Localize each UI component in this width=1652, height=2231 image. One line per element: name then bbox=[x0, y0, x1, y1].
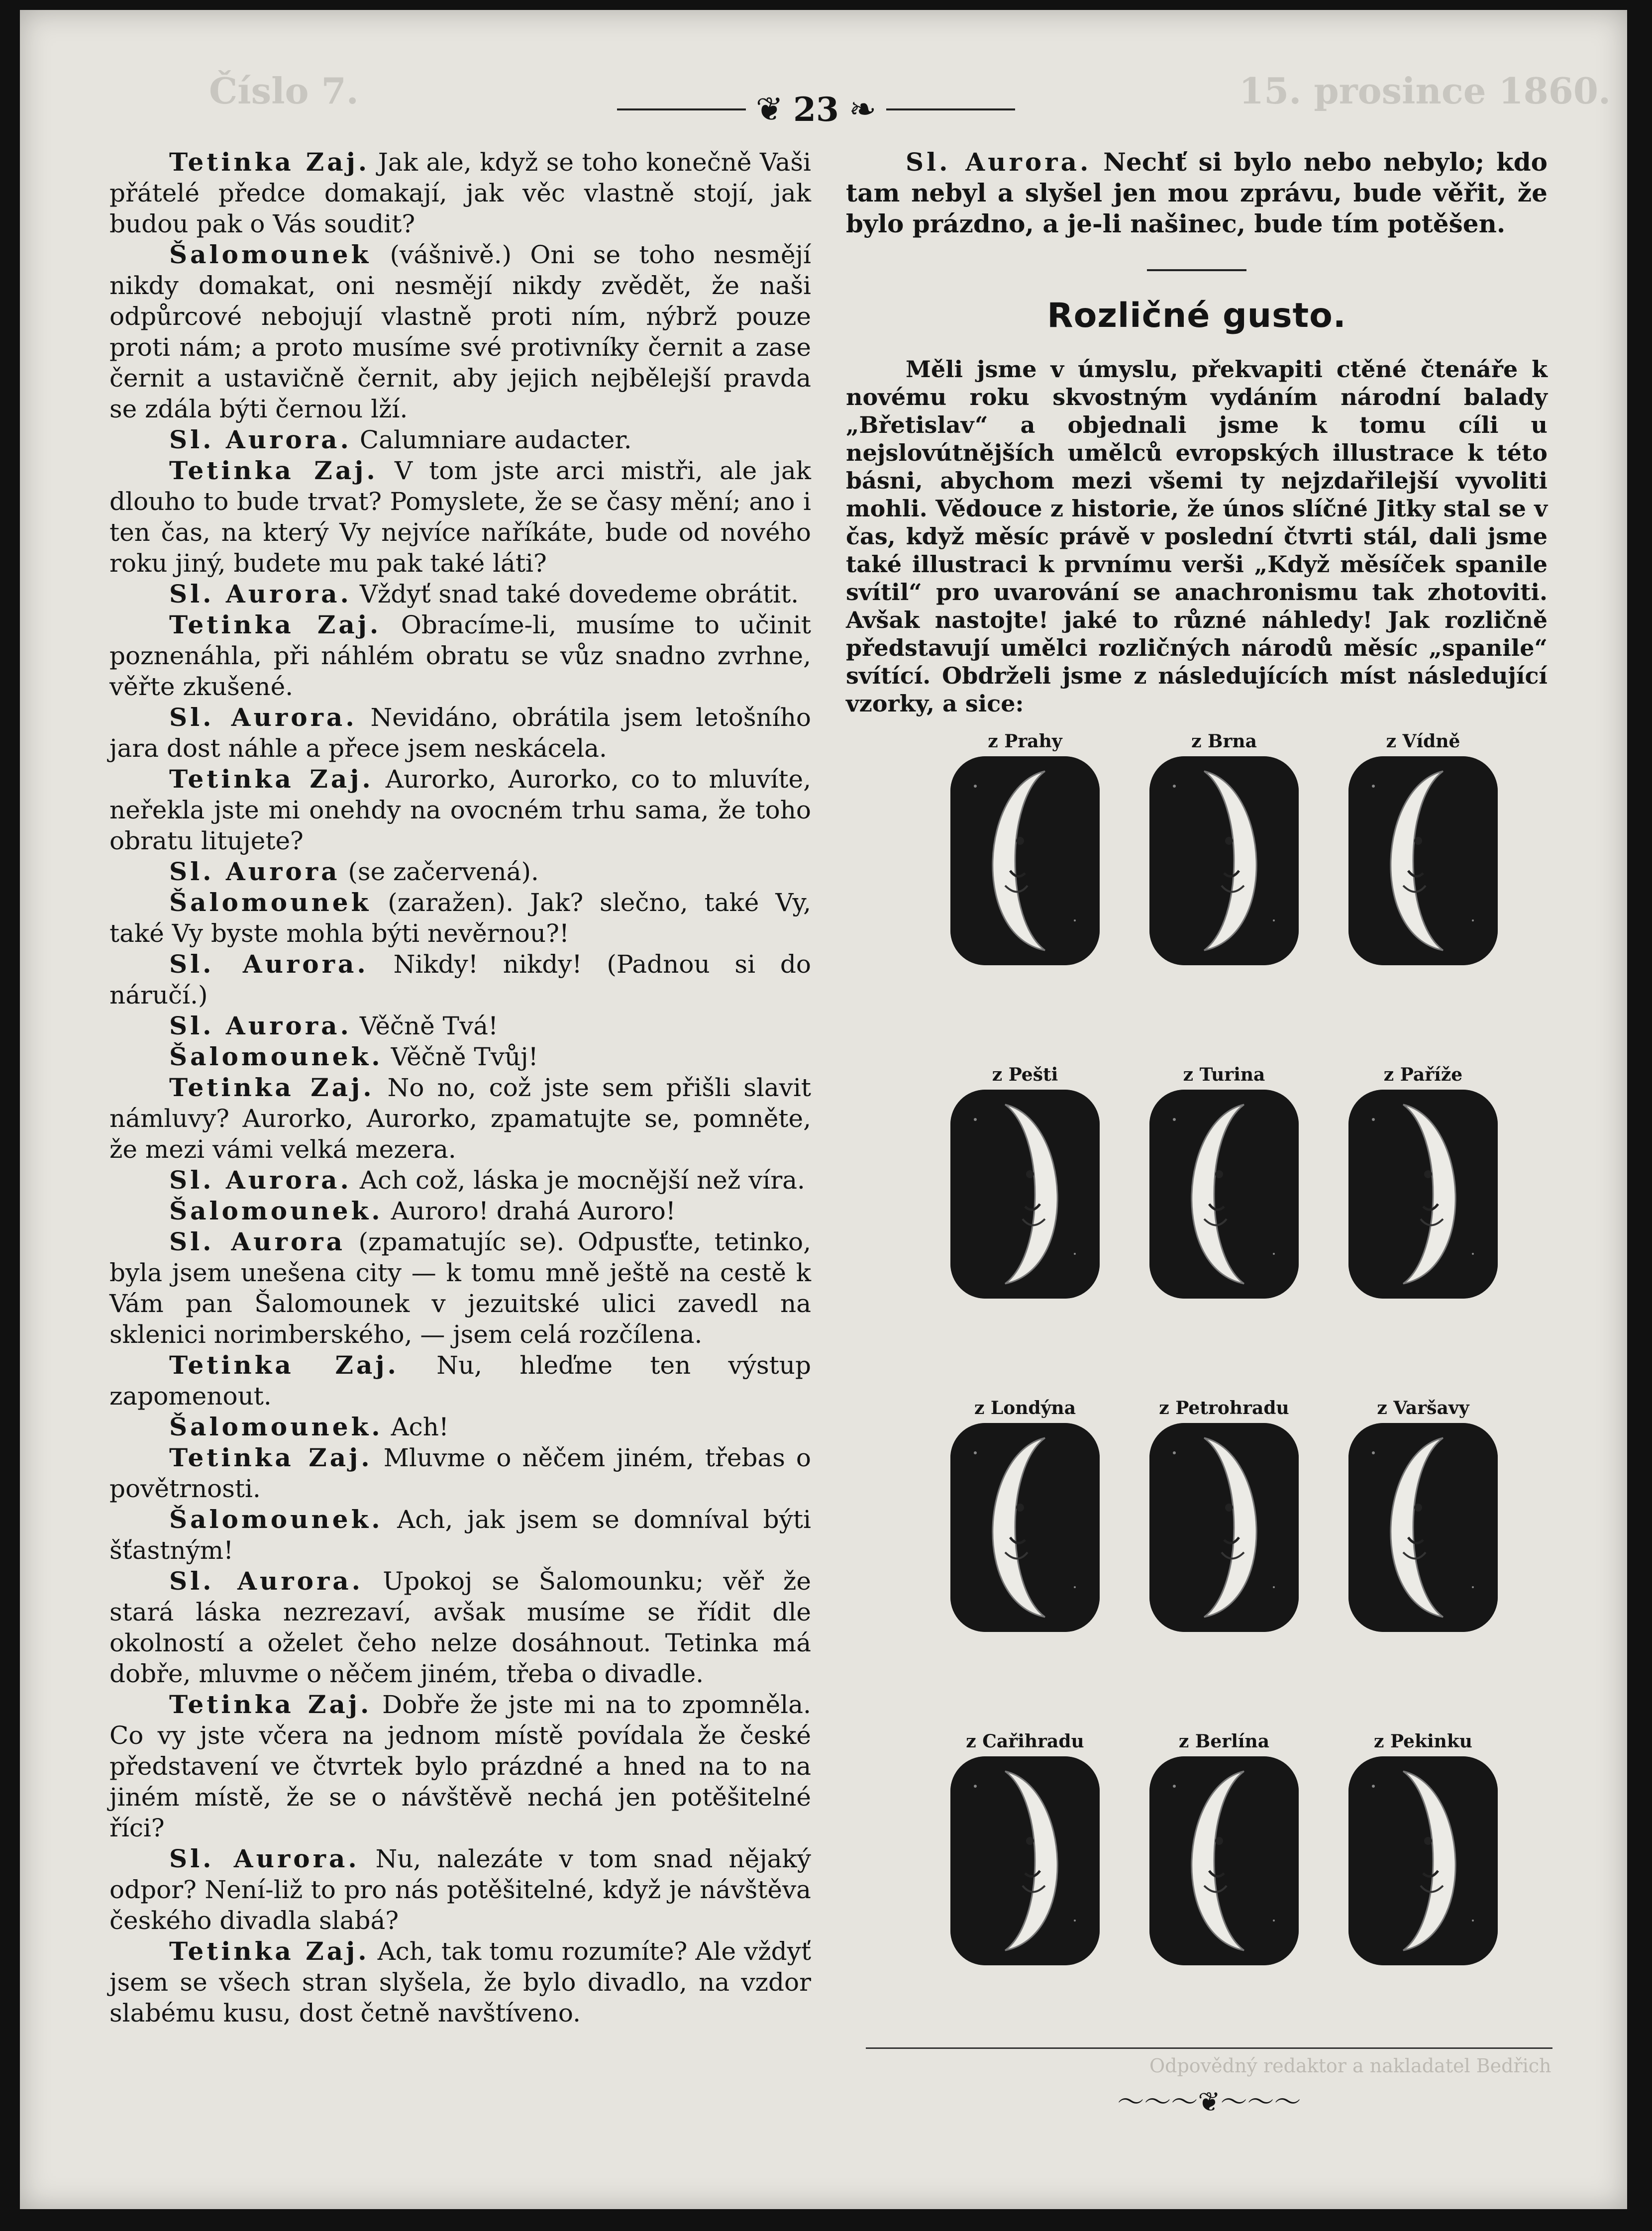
bottom-rule bbox=[866, 2047, 1552, 2049]
line-text: Nikdy! nikdy! (Padnou si do náručí.) bbox=[109, 950, 811, 1010]
speaker-name: Tetinka Zaj. bbox=[169, 1690, 372, 1719]
speaker-name: Tetinka Zaj. bbox=[169, 610, 382, 639]
end-ornament-icon: 〜〜〜❦〜〜〜 bbox=[1117, 2086, 1301, 2118]
line-text: Nu, nalezáte v tom snad nějaký odpor? Není-liž to pro nás potěšitelné, když je návštěva českého divadla slabá? bbox=[109, 1844, 811, 1935]
crescent-moon-face-illustration bbox=[950, 1090, 1100, 1299]
line-text: V tom jste arci mistři, ale jak dlouho to bude trvat? Pomyslete, že se časy mění; ano i ten čas, na který Vy nejvíce naříkáte, bude od nového roku jiný, budete mu pak také láti? bbox=[109, 456, 811, 578]
bleedthrough-header-left: Číslo 7. bbox=[209, 70, 359, 112]
moon-caption: z Cařihradu bbox=[966, 1731, 1084, 1752]
dialogue-line bbox=[109, 1504, 811, 1566]
moon-cell bbox=[1334, 1726, 1513, 1965]
speaker-name: Sl. Aurora. bbox=[169, 949, 369, 979]
moon-caption: z Londýna bbox=[974, 1398, 1076, 1419]
moon-caption: z Petrohradu bbox=[1159, 1398, 1289, 1419]
dialogue-line bbox=[109, 609, 811, 702]
line-text: Věčně Tvá! bbox=[359, 1012, 499, 1040]
page-number: 23 bbox=[793, 90, 839, 129]
line-text: Nevidáno, obrátila jsem letošního jara dost náhle a přece jsem neskácela. bbox=[109, 703, 811, 763]
moon-row bbox=[935, 1393, 1513, 1632]
header-rule-left bbox=[617, 108, 746, 110]
dialogue-line bbox=[109, 702, 811, 764]
speaker-name: Sl. Aurora bbox=[169, 857, 340, 886]
line-text: Auroro! drahá Auroro! bbox=[391, 1197, 676, 1225]
dialogue-line bbox=[109, 1226, 811, 1350]
moon-cell bbox=[935, 726, 1115, 965]
section-intro bbox=[846, 355, 1548, 717]
speaker-name: Sl. Aurora. bbox=[169, 425, 352, 454]
dialogue-line bbox=[109, 1041, 811, 1072]
line-text: Ach, jak jsem se domníval býti šťastným! bbox=[109, 1505, 811, 1565]
line-text: Calumniare audacter. bbox=[359, 425, 632, 454]
right-column bbox=[846, 147, 1548, 717]
moon-caption: z Prahy bbox=[988, 731, 1062, 752]
dialogue-line bbox=[846, 147, 1548, 239]
speaker-name: Šalomounek. bbox=[169, 1196, 383, 1225]
line-text: (zaražen). Jak? slečno, také Vy, také Vy byste mohla býti nevěrnou?! bbox=[109, 888, 811, 948]
speaker-name: Sl. Aurora. bbox=[169, 1011, 352, 1040]
line-text: Nechť si bylo nebo nebylo; kdo tam nebyl a slyšel jen mou zprávu, bude věřit, že bylo prázdno, a je-li našinec, bude tím potěšen. bbox=[846, 147, 1548, 238]
newspaper-page bbox=[20, 10, 1627, 2209]
speaker-name: Šalomounek. bbox=[169, 1505, 383, 1534]
page-header bbox=[617, 80, 1015, 139]
moon-cell bbox=[1334, 1060, 1513, 1299]
dialogue-line bbox=[109, 764, 811, 856]
line-text: Jak ale, když se toho konečně Vaši přátelé předce domakají, jak věc vlastně stojí, jak budou pak o Vás soudit? bbox=[109, 148, 812, 238]
crescent-moon-face-illustration bbox=[1149, 1756, 1299, 1965]
speaker-name: Tetinka Zaj. bbox=[169, 1073, 375, 1102]
dialogue-line bbox=[109, 1442, 811, 1504]
moon-caption: z Vídně bbox=[1386, 731, 1460, 752]
moon-cell bbox=[935, 1726, 1115, 1965]
moon-row bbox=[935, 726, 1513, 965]
line-text: Věčně Tvůj! bbox=[391, 1042, 538, 1071]
line-text: Nu, hleďme ten výstup zapomenout. bbox=[109, 1351, 811, 1411]
dialogue-line bbox=[109, 424, 811, 455]
line-text: Obracíme-li, musíme to učinit poznenáhla, při náhlém obratu se vůz snadno zvrhne, věřte zkušené. bbox=[109, 610, 811, 701]
header-rule-right bbox=[886, 108, 1015, 110]
dialogue-continuation bbox=[846, 147, 1548, 239]
speaker-name: Tetinka Zaj. bbox=[169, 1443, 373, 1472]
bleedthrough-footer: Odpovědný redaktor a nakladatel Bedřich bbox=[1149, 2055, 1551, 2077]
dialogue-line bbox=[109, 1011, 811, 1041]
moon-cell bbox=[1334, 1393, 1513, 1632]
moon-caption: z Pekinku bbox=[1374, 1731, 1472, 1752]
line-text: (zpamatujíc se). Odpusťte, tetinko, byla jsem unešena city — k tomu mně ještě na cestě k Vám pan Šalomounek v jezuitské ulici zavedl na sklenici norimberského, — jsem celá rozčílena. bbox=[109, 1227, 811, 1349]
dialogue-line bbox=[109, 455, 811, 579]
line-text: Upokoj se Šalomounku; věř že stará láska nezrezaví, avšak musíme se řídit dle okolností a oželet čeho nelze dosáhnout. Tetinka má dobře, mluvme o něčem jiném, třeba o divadle. bbox=[109, 1567, 811, 1688]
line-text: No no, což jste sem přišli slavit námluvy? Aurorko, Aurorko, zpamatujte se, pomněte, že mezi vámi velká mezera. bbox=[109, 1073, 811, 1164]
moon-cell bbox=[1334, 726, 1513, 965]
moon-cell bbox=[935, 1393, 1115, 1632]
moon-cell bbox=[1135, 1393, 1314, 1632]
speaker-name: Sl. Aurora. bbox=[169, 1844, 360, 1873]
dialogue-line bbox=[109, 1843, 811, 1936]
dialogue-line bbox=[109, 239, 811, 424]
line-text: Mluvme o něčem jiném, třebas o povětrnosti. bbox=[109, 1443, 811, 1503]
crescent-moon-face-illustration bbox=[950, 1756, 1100, 1965]
speaker-name: Tetinka Zaj. bbox=[169, 1350, 399, 1380]
moon-caption: z Paříže bbox=[1383, 1064, 1463, 1085]
moon-cell bbox=[1135, 1060, 1314, 1299]
flourish-left-icon: ❦ bbox=[755, 90, 784, 128]
crescent-moon-face-illustration bbox=[1348, 1090, 1498, 1299]
dialogue-line bbox=[109, 1689, 811, 1843]
crescent-moon-face-illustration bbox=[1348, 1423, 1498, 1632]
line-text: Ach! bbox=[391, 1413, 449, 1441]
speaker-name: Šalomounek. bbox=[169, 1042, 383, 1071]
moon-row bbox=[935, 1726, 1513, 1965]
dialogue-line bbox=[109, 1165, 811, 1196]
line-text: Ach, tak tomu rozumíte? Ale vždyť jsem se všech stran slyšela, že bylo divadlo, na vzdor slabému kusu, dost četně navštíveno. bbox=[109, 1937, 811, 2028]
speaker-name: Tetinka Zaj. bbox=[169, 764, 374, 794]
dialogue-line bbox=[109, 949, 811, 1011]
crescent-moon-face-illustration bbox=[1149, 756, 1299, 965]
crescent-moon-face-illustration bbox=[1149, 1090, 1299, 1299]
dialogue-line bbox=[109, 1196, 811, 1226]
line-text: Ach což, láska je mocnější než víra. bbox=[359, 1166, 805, 1195]
dialogue-line bbox=[109, 1072, 811, 1165]
dialogue-line bbox=[109, 1350, 811, 1412]
crescent-moon-face-illustration bbox=[950, 1423, 1100, 1632]
speaker-name: Tetinka Zaj. bbox=[169, 1936, 370, 1966]
crescent-moon-face-illustration bbox=[1348, 756, 1498, 965]
speaker-name: Sl. Aurora. bbox=[169, 579, 352, 608]
moon-cell bbox=[935, 1060, 1115, 1299]
moon-cell bbox=[1135, 1726, 1314, 1965]
crescent-moon-face-illustration bbox=[1348, 1756, 1498, 1965]
dialogue-line bbox=[109, 147, 811, 239]
moon-caption: z Turina bbox=[1183, 1064, 1265, 1085]
section-divider bbox=[1147, 269, 1246, 271]
speaker-name: Sl. Aurora. bbox=[169, 1165, 352, 1195]
moon-row bbox=[935, 1060, 1513, 1299]
speaker-name: Tetinka Zaj. bbox=[169, 147, 370, 177]
bleedthrough-header-right: 15. prosince 1860. bbox=[1239, 70, 1611, 112]
dialogue-line bbox=[109, 887, 811, 949]
line-text: (se začervená). bbox=[348, 857, 539, 886]
moon-caption: z Pešti bbox=[992, 1064, 1058, 1085]
dialogue-line bbox=[109, 1936, 811, 2028]
speaker-name: Sl. Aurora bbox=[169, 1227, 346, 1256]
section-title: Rozličné gusto. bbox=[1047, 296, 1346, 335]
line-text: Dobře že jste mi na to zpomněla. Co vy jste včera na jednom místě povídala že české představení ve čtvrtek bylo prázdné a hned na to na jiném místě, že se o návštěvě nechá jen potěšitelné říci? bbox=[109, 1690, 811, 1842]
flourish-right-icon: ❧ bbox=[848, 90, 877, 128]
moon-caption: z Berlína bbox=[1178, 1731, 1270, 1752]
left-column-dialogue bbox=[109, 147, 811, 2028]
line-text: (vášnivě.) Oni se toho nesmějí nikdy domakat, oni nesmějí nikdy zvědět, že naši odpůrcové nebojují vlastně proti ním, nýbrž pouze proti nám; a proto musíme své protivníky černit a zase černit a ustavičně černit, aby jejich nejbělejší pravda se zdála býti černou lží. bbox=[109, 240, 811, 423]
moon-cell bbox=[1135, 726, 1314, 965]
speaker-name: Sl. Aurora. bbox=[169, 1566, 364, 1596]
moon-caption: z Varšavy bbox=[1377, 1398, 1469, 1419]
intro-paragraph: Měli jsme v úmyslu, překvapiti ctěné čtenáře k novému roku skvostným vydáním národní balady „Břetislav“ a objednali jsme k tomu cíli u nejslovútnějších umělců evropských illustrace k této básni, abychom mezi všemi ty nejzdařilejší vyvoliti mohli. Vědouce z historie, že únos slíčné Jitky stal se v čas, když měsíc právě v poslední čtvrti stál, dali jsme také illustraci k prvnímu verši „Když měsíček spanile svítil“ pro uvarování se anachronismu tak zhotoviti. Avšak nastojte! jaké to různé náhledy! Jak rozličně představují umělci rozličných národů měsíc „spanile“ svítící. Obdrželi jsme z následujících míst následující vzorky, a sice: bbox=[846, 356, 1548, 717]
dialogue-line bbox=[109, 579, 811, 609]
speaker-name: Sl. Aurora. bbox=[169, 703, 357, 732]
speaker-name: Šalomounek. bbox=[169, 1412, 383, 1441]
crescent-moon-face-illustration bbox=[950, 756, 1100, 965]
line-text: Vždyť snad také dovedeme obrátit. bbox=[359, 580, 799, 608]
crescent-moon-face-illustration bbox=[1149, 1423, 1299, 1632]
dialogue-line bbox=[109, 1566, 811, 1689]
dialogue-line bbox=[109, 856, 811, 887]
speaker-name: Šalomounek bbox=[169, 240, 372, 269]
speaker-name: Šalomounek bbox=[169, 888, 372, 917]
line-text: Aurorko, Aurorko, co to mluvíte, neřekla jste mi onehdy na ovocném trhu sama, že toho obratu litujete? bbox=[109, 765, 811, 855]
moon-caption: z Brna bbox=[1191, 731, 1257, 752]
speaker-name: Sl. Aurora. bbox=[906, 147, 1092, 177]
dialogue-line bbox=[109, 1412, 811, 1442]
speaker-name: Tetinka Zaj. bbox=[169, 456, 378, 485]
